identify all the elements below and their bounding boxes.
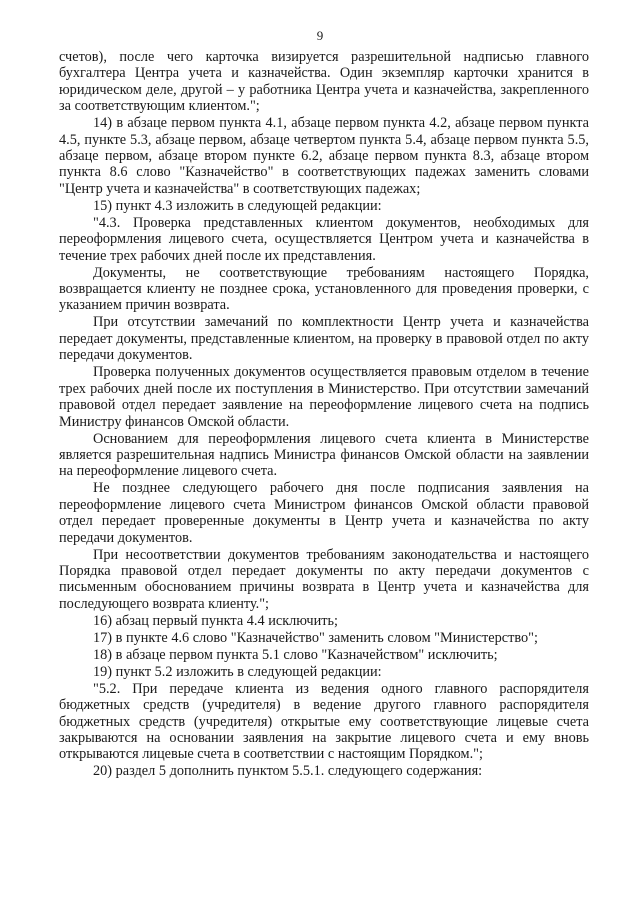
paragraph-p5: При отсутствии замечаний по комплектности Центр учета и казначейства передает документы, представленные клиентом, на проверку в правовой отдел по акту передачи документов. — [59, 314, 589, 364]
page-number: 9 — [316, 28, 324, 43]
paragraph-p6: Проверка полученных документов осуществляется правовым отделом в течение трех рабочих дней после их поступления в Министерство. При отсутствии замечаний правовой отдел передает заявление на переоформление лицевого счета на подпись Министру финансов Омской области. — [59, 364, 589, 430]
paragraph-p13: 19) пункт 5.2 изложить в следующей редакции: — [93, 663, 382, 680]
paragraph-p11: 17) в пункте 4.6 слово "Казначейство" заменить словом "Министерство"; — [93, 629, 538, 646]
document-body — [59, 49, 589, 780]
paragraph-p4: Документы, не соответствующие требованиям настоящего Порядка, возвращается клиенту не позднее срока, установленного для проведения проверки, с указанием причин возврата. — [59, 264, 589, 314]
paragraph-p7: Основанием для переоформления лицевого счета клиента в Министерстве является разрешительная надпись Министра финансов Омской области на заявлении на переоформление лицевого счета. — [59, 430, 589, 480]
paragraph-p3: "4.3. Проверка представленных клиентом документов, необходимых для переоформления лицевого счета, осуществляется Центром учета и казначейства в течение трех рабочих дней после их представления. — [59, 214, 589, 264]
paragraph-p12: 18) в абзаце первом пункта 5.1 слово "Казначейством" исключить; — [93, 646, 498, 663]
paragraph-p10: 16) абзац первый пункта 4.4 исключить; — [93, 612, 338, 629]
paragraph-p8: Не позднее следующего рабочего дня после подписания заявления на переоформление лицевого счета Министром финансов Омской области правовой отдел передает проверенные документы в Центр учета и казначейства по акту передачи документов. — [59, 480, 589, 546]
paragraph-p9: При несоответствии документов требованиям законодательства и настоящего Порядка правовой отдел передает документы по акту передачи документов с письменным обоснованием причины возврата в Центр учета и казначейства для последующего возврата клиенту."; — [59, 546, 589, 612]
paragraph-p1: 14) в абзаце первом пункта 4.1, абзаце первом пункта 4.2, абзаце первом пункта 4.5, пункте 5.3, абзаце первом, абзаце четвертом пункта 5.4, абзаце первом пункта 5.5, абзаце первом, абзаце втором пункте 6.2, абзаце первом пункта 8.3, абзаце втором пункта 8.6 слово "Казначейство" в соответствующих падежах заменить словами "Центр учета и казначейства" в соответствующих падежах; — [59, 115, 589, 197]
paragraph-p14: "5.2. При передаче клиента из ведения одного главного распорядителя бюджетных средств (учредителя) в ведение другого главного распорядителя бюджетных средств (учредителя) открытые ему соответствующие лицевые счета закрываются на основании заявления на закрытие лицевого счета и ему вновь открываются лицевые счета в соответствии с настоящим Порядком."; — [59, 680, 589, 763]
paragraph-p2: 15) пункт 4.3 изложить в следующей редакции: — [93, 197, 382, 214]
paragraph-p15: 20) раздел 5 дополнить пунктом 5.5.1. следующего содержания: — [93, 763, 483, 780]
paragraph-p0: счетов), после чего карточка визируется разрешительной надписью главного бухгалтера Центра учета и казначейства. Один экземпляр карточки хранится в юридическом деле, другой – у работника Центра учета и казначейства, закрепленного за соответствующим клиентом."; — [59, 49, 589, 115]
